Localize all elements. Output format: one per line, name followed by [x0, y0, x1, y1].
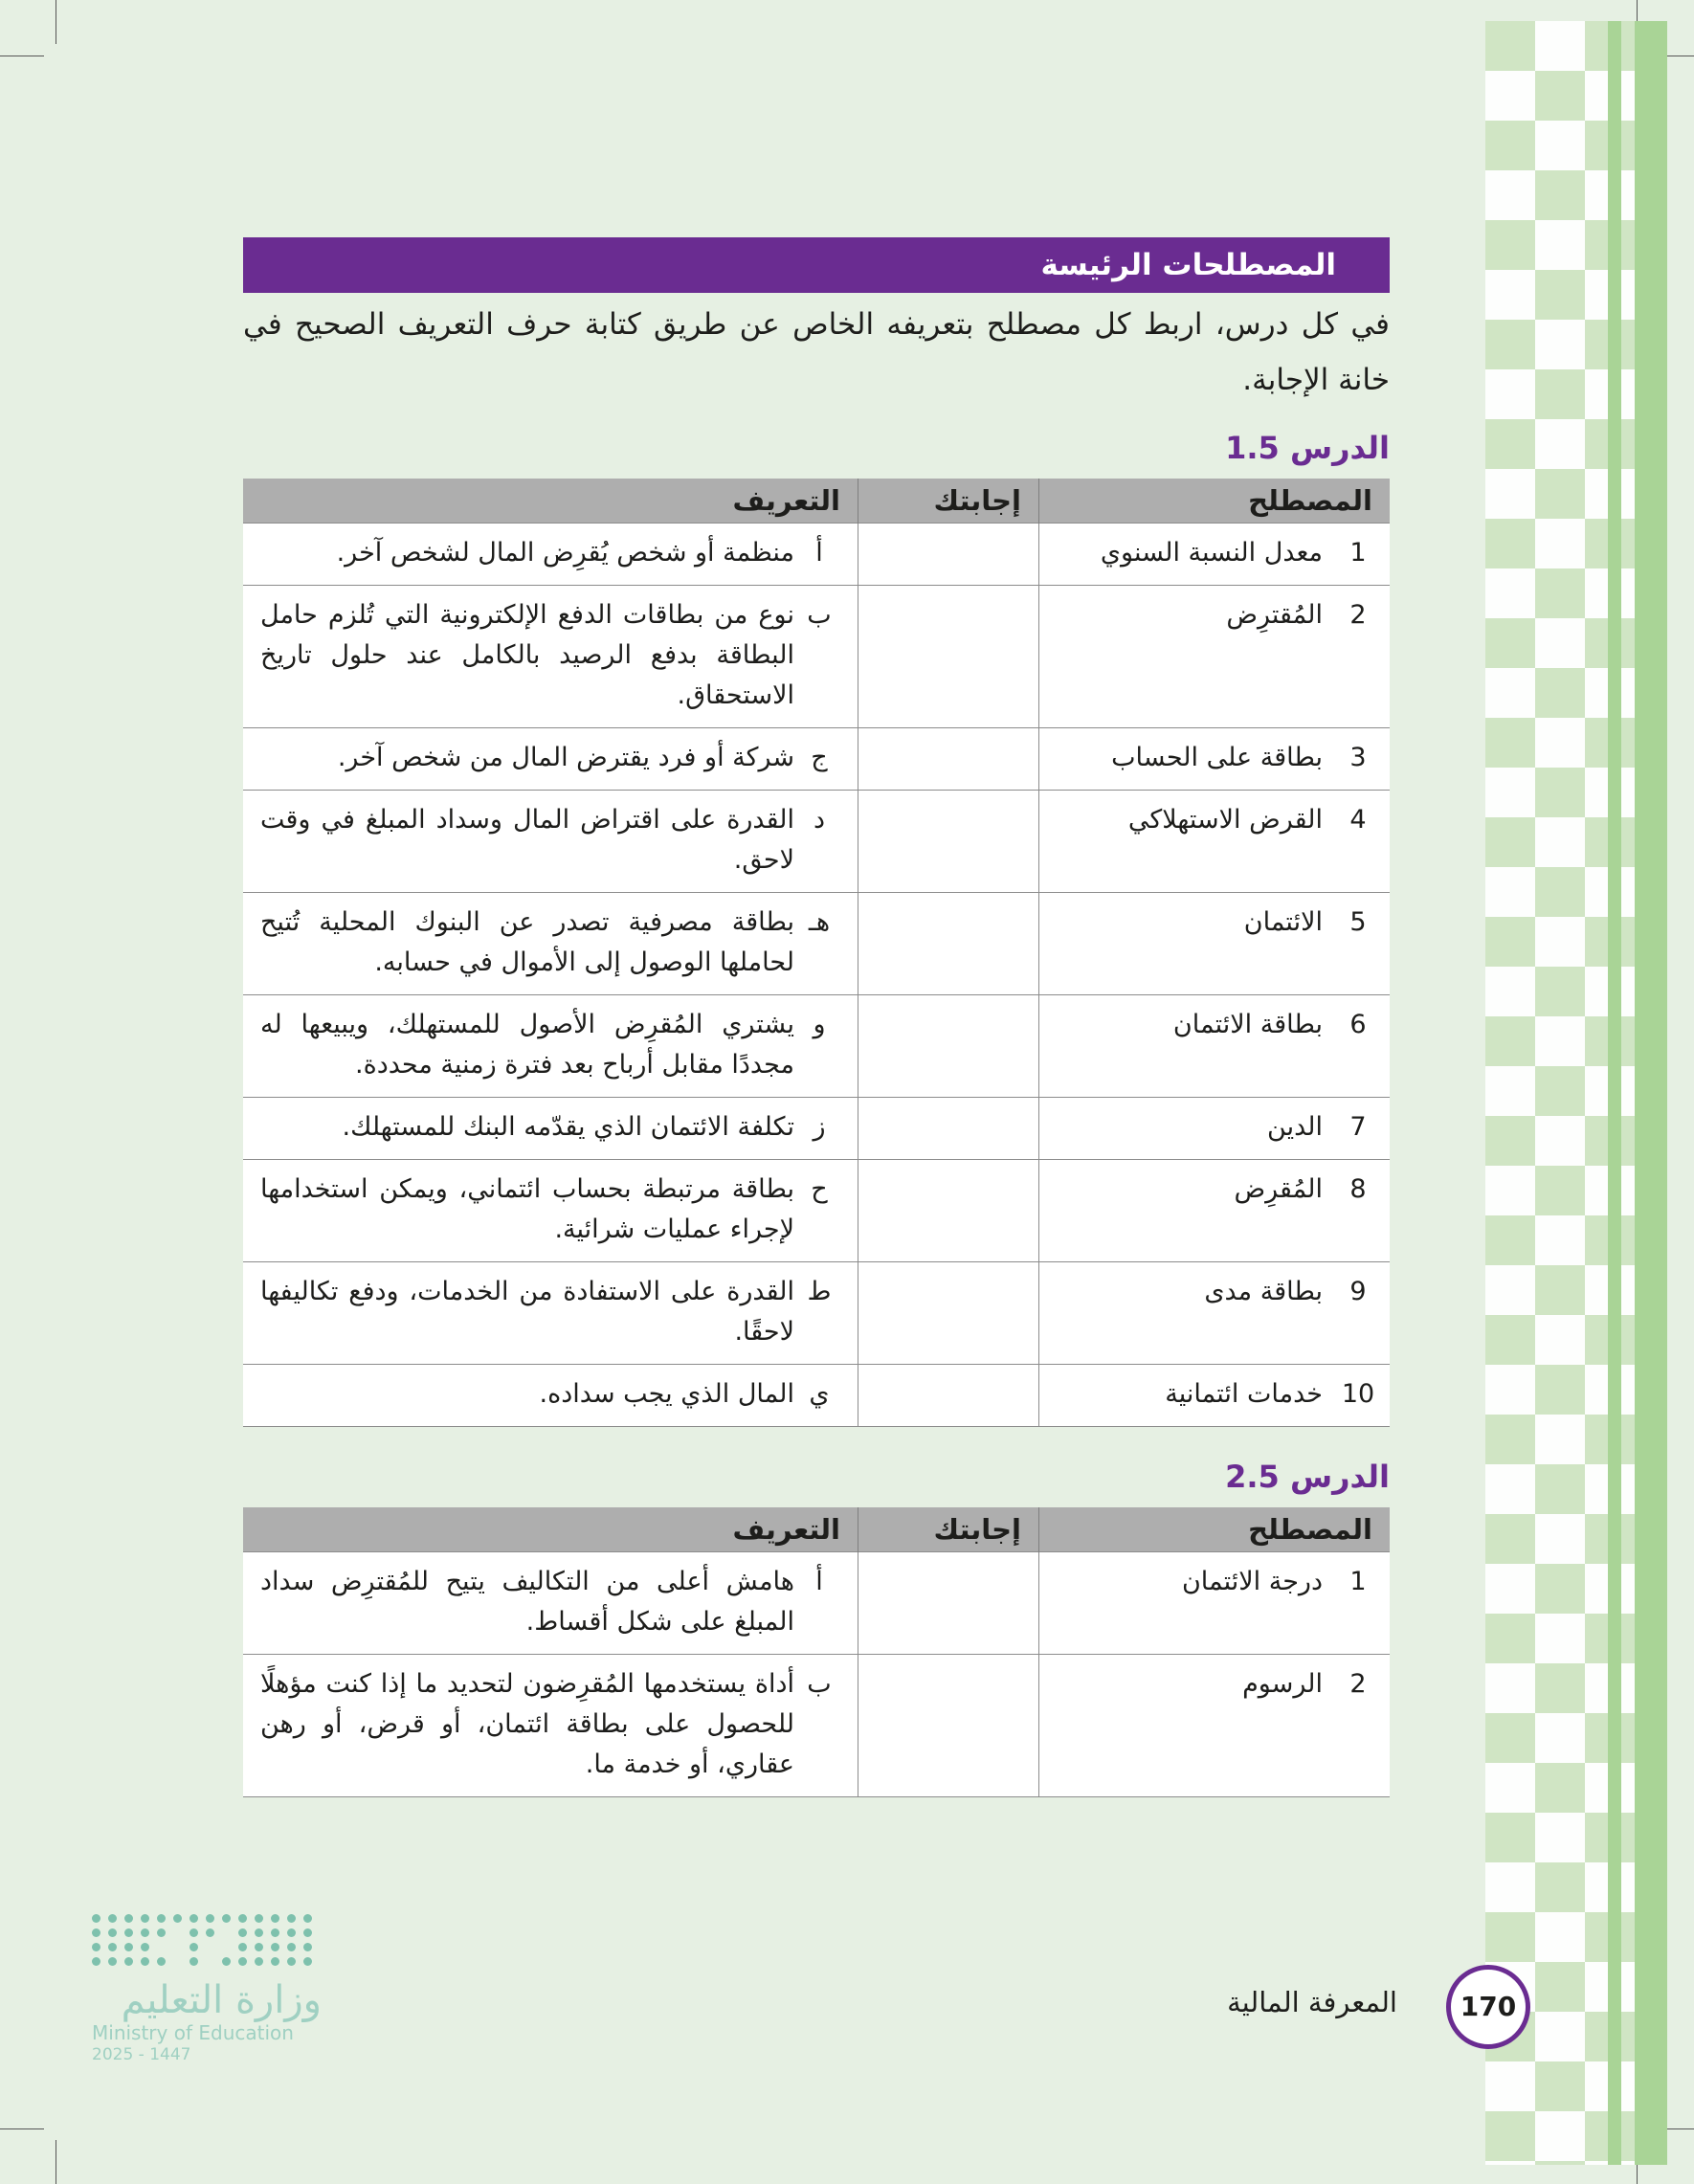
table-row: [243, 1160, 1390, 1262]
table-row: [243, 586, 1390, 728]
definition-cell: [243, 1365, 858, 1427]
logo-dot: [238, 1943, 247, 1951]
term-number: 7: [1349, 1112, 1367, 1142]
logo-dot: [124, 1914, 133, 1923]
logo-dot: [189, 1957, 198, 1966]
term-text: الدين: [1267, 1112, 1323, 1142]
logo-dots-icon: [92, 1914, 322, 1966]
term-cell: [1039, 1098, 1391, 1160]
definition-cell: [243, 1655, 858, 1797]
logo-dot: [124, 1928, 133, 1937]
definition-text: هامش أعلى من التكاليف يتيح للمُقترِض سداد المبلغ على شكل أقساط.: [260, 1567, 794, 1637]
decorative-band: [1608, 21, 1621, 2165]
instructions: في كل درس، اربط كل مصطلح بتعريفه الخاص عن طريق كتابة حرف التعريف الصحيح في خانة الإجابة.: [243, 307, 1390, 397]
definition-cell: [243, 995, 858, 1098]
lesson-title: الدرس 1.5: [1225, 430, 1390, 466]
logo-dot: [157, 1914, 166, 1923]
term-text: بطاقة مدى: [1204, 1277, 1323, 1306]
logo-dot: [255, 1914, 263, 1923]
table-row: [243, 728, 1390, 791]
definition-letter: أ: [815, 1567, 823, 1596]
table-header-row: [243, 479, 1390, 524]
header-definition: التعريف: [243, 479, 858, 524]
definition-text: القدرة على اقتراض المال وسداد المبلغ في وقت لاحق.: [260, 805, 794, 875]
definition-text: شركة أو فرد يقترض المال من شخص آخر.: [337, 743, 794, 772]
answer-cell[interactable]: [858, 524, 1039, 586]
table-row: [243, 1655, 1390, 1797]
definition-cell: [243, 1160, 858, 1262]
definition-cell: [243, 524, 858, 586]
logo-dot: [157, 1957, 166, 1966]
term-cell: [1039, 586, 1391, 728]
term-number: 5: [1349, 907, 1367, 937]
answer-cell[interactable]: [858, 893, 1039, 995]
table-row: [243, 791, 1390, 893]
definition-cell: [243, 893, 858, 995]
term-text: الرسوم: [1242, 1669, 1323, 1699]
logo-dot: [271, 1928, 279, 1937]
term-number: 3: [1349, 743, 1367, 772]
table-row: [243, 995, 1390, 1098]
logo-dot: [287, 1914, 296, 1923]
term-number: 2: [1349, 1669, 1367, 1699]
logo-dot: [92, 1957, 100, 1966]
ministry-name-ar: وزارة التعليم: [121, 1978, 322, 2022]
terms-table-lesson2: [243, 1507, 1390, 1797]
definition-letter: ب: [807, 1669, 832, 1699]
header-term: المصطلح: [1039, 479, 1391, 524]
logo-dot: [157, 1928, 166, 1937]
term-text: المُقرِض: [1234, 1174, 1323, 1204]
logo-dot: [287, 1928, 296, 1937]
definition-cell: [243, 728, 858, 791]
logo-dot: [222, 1957, 231, 1966]
term-number: 10: [1341, 1379, 1375, 1409]
logo-dot: [271, 1957, 279, 1966]
logo-dot: [108, 1914, 117, 1923]
definition-letter: ج: [811, 743, 828, 772]
table-row: [243, 1365, 1390, 1427]
logo-dot: [255, 1928, 263, 1937]
term-text: الائتمان: [1243, 907, 1323, 937]
term-text: المُقترِض: [1226, 600, 1323, 630]
answer-cell[interactable]: [858, 1655, 1039, 1797]
term-text: بطاقة على الحساب: [1111, 743, 1323, 772]
logo-dot: [206, 1928, 214, 1937]
header-definition: التعريف: [243, 1507, 858, 1552]
answer-cell[interactable]: [858, 1552, 1039, 1655]
definition-text: القدرة على الاستفادة من الخدمات، ودفع تكاليفها لاحقًا.: [260, 1277, 794, 1347]
logo-dot: [173, 1914, 182, 1923]
term-cell: [1039, 524, 1391, 586]
logo-dot: [108, 1928, 117, 1937]
logo-dot: [303, 1957, 312, 1966]
page-number: 170: [1446, 1965, 1530, 2049]
decorative-band: [1635, 21, 1667, 2165]
term-number: 6: [1349, 1010, 1367, 1039]
term-number: 1: [1349, 1567, 1367, 1596]
term-text: خدمات ائتمانية: [1165, 1379, 1323, 1409]
term-cell: [1039, 728, 1391, 791]
crop-mark: [0, 2128, 44, 2129]
logo-dot: [189, 1928, 198, 1937]
logo-dot: [271, 1914, 279, 1923]
answer-cell[interactable]: [858, 995, 1039, 1098]
logo-dot: [124, 1943, 133, 1951]
answer-cell[interactable]: [858, 791, 1039, 893]
header-answer: إجابتك: [858, 1507, 1039, 1552]
table-row: [243, 893, 1390, 995]
logo-dot: [108, 1957, 117, 1966]
logo-dot: [92, 1943, 100, 1951]
logo-dot: [141, 1957, 149, 1966]
definition-text: بطاقة مرتبطة بحساب ائتماني، ويمكن استخدامها لإجراء عمليات شرائية.: [260, 1174, 794, 1244]
logo-dot: [141, 1928, 149, 1937]
table-row: [243, 524, 1390, 586]
answer-cell[interactable]: [858, 586, 1039, 728]
table-row: [243, 1098, 1390, 1160]
ministry-year: 2025 - 1447: [92, 2045, 191, 2064]
answer-cell[interactable]: [858, 728, 1039, 791]
term-text: درجة الائتمان: [1181, 1567, 1323, 1596]
definition-cell: [243, 586, 858, 728]
answer-cell[interactable]: [858, 1098, 1039, 1160]
definition-letter: و: [813, 1010, 826, 1039]
term-cell: [1039, 1365, 1391, 1427]
definition-letter: ط: [807, 1277, 832, 1306]
header-term: المصطلح: [1039, 1507, 1391, 1552]
term-cell: [1039, 791, 1391, 893]
definition-cell: [243, 1552, 858, 1655]
definition-text: أداة يستخدمها المُقرِضون لتحديد ما إذا كنت مؤهلًا للحصول على بطاقة ائتمان، أو قرض، أو رهن عقاري، أو خدمة ما.: [260, 1669, 794, 1779]
lesson-title: الدرس 2.5: [1225, 1459, 1390, 1495]
logo-dot: [238, 1914, 247, 1923]
logo-dot: [206, 1914, 214, 1923]
logo-dot: [92, 1914, 100, 1923]
header-answer: إجابتك: [858, 479, 1039, 524]
logo-dot: [287, 1943, 296, 1951]
answer-cell[interactable]: [858, 1262, 1039, 1365]
term-text: القرض الاستهلاكي: [1127, 805, 1323, 835]
term-cell: [1039, 1655, 1391, 1797]
ministry-logo: [92, 1914, 322, 2065]
logo-dot: [92, 1928, 100, 1937]
definition-letter: هـ: [808, 907, 831, 937]
logo-dot: [124, 1957, 133, 1966]
term-number: 9: [1349, 1277, 1367, 1306]
term-number: 8: [1349, 1174, 1367, 1204]
definition-letter: د: [813, 805, 826, 835]
logo-dot: [189, 1914, 198, 1923]
definition-letter: ح: [811, 1174, 828, 1204]
definition-text: منظمة أو شخص يُقرِض المال لشخص آخر.: [336, 538, 794, 568]
logo-dot: [303, 1943, 312, 1951]
term-cell: [1039, 893, 1391, 995]
ministry-name-en: Ministry of Education: [92, 2021, 294, 2044]
definition-cell: [243, 791, 858, 893]
answer-cell[interactable]: [858, 1160, 1039, 1262]
section-title: المصطلحات الرئيسة: [243, 237, 1390, 293]
logo-dot: [255, 1943, 263, 1951]
term-cell: [1039, 995, 1391, 1098]
definition-cell: [243, 1262, 858, 1365]
definition-text: نوع من بطاقات الدفع الإلكترونية التي تُلزم حامل البطاقة بدفع الرصيد بالكامل عند حلول تاريخ الاستحقاق.: [260, 600, 794, 710]
definition-text: بطاقة مصرفية تصدر عن البنوك المحلية تُتيح لحاملها الوصول إلى الأموال في حسابه.: [260, 907, 794, 977]
logo-dot: [222, 1914, 231, 1923]
term-number: 2: [1349, 600, 1367, 630]
definition-letter: ب: [807, 600, 832, 630]
definition-letter: ي: [809, 1379, 830, 1409]
main-content: [243, 237, 1390, 1797]
definition-cell: [243, 1098, 858, 1160]
logo-dot: [141, 1943, 149, 1951]
table-row: [243, 1262, 1390, 1365]
logo-dot: [303, 1928, 312, 1937]
term-number: 1: [1349, 538, 1367, 568]
term-text: بطاقة الائتمان: [1172, 1010, 1323, 1039]
term-cell: [1039, 1552, 1391, 1655]
term-text: معدل النسبة السنوي: [1100, 538, 1323, 568]
term-number: 4: [1349, 805, 1367, 835]
logo-dot: [303, 1914, 312, 1923]
book-title: المعرفة المالية: [1227, 1986, 1397, 2018]
answer-cell[interactable]: [858, 1365, 1039, 1427]
logo-dot: [141, 1914, 149, 1923]
definition-letter: ز: [813, 1112, 826, 1142]
logo-dot: [271, 1943, 279, 1951]
definition-letter: أ: [815, 538, 823, 568]
table-row: [243, 1552, 1390, 1655]
definition-text: يشتري المُقرِض الأصول للمستهلك، ويبيعها له مجددًا مقابل أرباح بعد فترة زمنية محددة.: [260, 1010, 794, 1080]
terms-table-lesson1: [243, 479, 1390, 1427]
definition-text: المال الذي يجب سداده.: [539, 1379, 794, 1409]
table-header-row: [243, 1507, 1390, 1552]
logo-dot: [189, 1943, 198, 1951]
logo-dot: [287, 1957, 296, 1966]
term-cell: [1039, 1160, 1391, 1262]
logo-dot: [238, 1928, 247, 1937]
logo-dot: [238, 1957, 247, 1966]
definition-text: تكلفة الائتمان الذي يقدّمه البنك للمستهلك.: [342, 1112, 794, 1142]
term-cell: [1039, 1262, 1391, 1365]
logo-dot: [255, 1957, 263, 1966]
logo-dot: [108, 1943, 117, 1951]
